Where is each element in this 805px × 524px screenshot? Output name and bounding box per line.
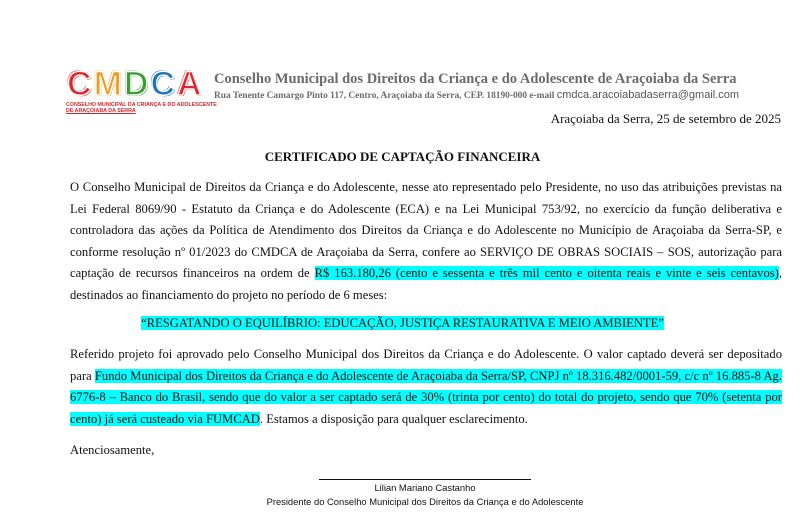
cmdca-logo	[66, 65, 217, 118]
logo-letter-m: M	[93, 65, 122, 103]
logo-letter-c1: C	[67, 65, 92, 103]
logo-letters	[66, 66, 209, 102]
org-name: Conselho Municipal dos Direitos da Criança e do Adolescente de Araçoiaba da Serra	[214, 71, 737, 87]
paragraph1-tail: , destinados ao financiamento do projeto no período de 6 meses:	[70, 266, 783, 302]
logo-letter-d: D	[123, 65, 149, 103]
signature-line	[319, 479, 531, 480]
logo-letter-c2: C	[150, 65, 176, 103]
logo-letter-a: A	[177, 65, 202, 103]
logo-subtitle-line1: CONSELHO MUNICIPAL DA CRIANÇA E DO ADOLESCENTE	[66, 102, 217, 108]
paragraph2-tail: . Estamos a disposição para qualquer esclarecimento.	[259, 411, 528, 426]
paragraph2-text: Referido projeto foi aprovado pelo Conselho Municipal dos Direitos da Criança e do Adolescente. O valor captado deverá ser depositado para	[70, 347, 782, 383]
signatory-name: Lilian Mariano Castanho	[374, 482, 476, 493]
paragraph-authorization	[70, 177, 782, 306]
paragraph-deposit	[70, 344, 782, 430]
closing-salutation: Atenciosamente,	[70, 443, 155, 457]
project-name-line	[0, 314, 805, 332]
fund-account-highlight: Fundo Municipal dos Direitos da Criança e do Adolescente de Araçoiaba da Serra/SP, CNPJ nº 18.316.482/0001-59, c/c nº 16.885-8 Ag. 6776-8 – Banco do Brasil, sendo que do valor a ser captado será de 30% (trinta por cento) do total do projeto, sendo que 70% (setenta por cento) já será custeado via FUMCAD	[70, 368, 783, 426]
email-address: cmdca.aracoiabadaserra@gmail.com	[556, 89, 740, 101]
document-date: Araçoiaba da Serra, 25 de setembro de 2025	[550, 111, 781, 126]
signatory-role: Presidente do Conselho Municipal dos Direitos da Criança e do Adolescente	[266, 496, 584, 507]
amount-highlight: R$ 163.180,26 (cento e sessenta e três mil cento e oitenta reais e vinte e seis centavos)	[314, 266, 779, 280]
project-name: “RESGATANDO O EQUILÍBRIO: EDUCAÇÃO, JUSTIÇA RESTAURATIVA E MEIO AMBIENTE”	[141, 316, 664, 330]
org-address	[214, 89, 739, 101]
document-title: CERTIFICADO DE CAPTAÇÃO FINANCEIRA	[264, 149, 541, 164]
paragraph1-text: O Conselho Municipal de Direitos da Criança e do Adolescente, nesse ato representado pelo Presidente, no uso das atribuições previstas na Lei Federal 8069/90 - Estatuto da Criança e do Adolescente (ECA) e na Lei Municipal 753/92, no exercício da função deliberativa e controladora das ações da Política de Atendimento dos Direitos da Criança e do Adolescente no Município de Araçoiaba da Serra-SP, e conforme resolução nº 01/2023 do CMDCA de Araçoiaba da Serra, confere ao SERVIÇO DE OBRAS SOCIAIS – SOS, autorização para captação de recursos financeiros na ordem de	[70, 180, 782, 280]
address-text: Rua Tenente Camargo Pinto 117, Centro, Araçoiaba da Serra, CEP. 18190-000 e-mail	[214, 91, 555, 101]
logo-subtitle-line2: DE ARAÇOIABA DA SERRA	[66, 108, 136, 114]
